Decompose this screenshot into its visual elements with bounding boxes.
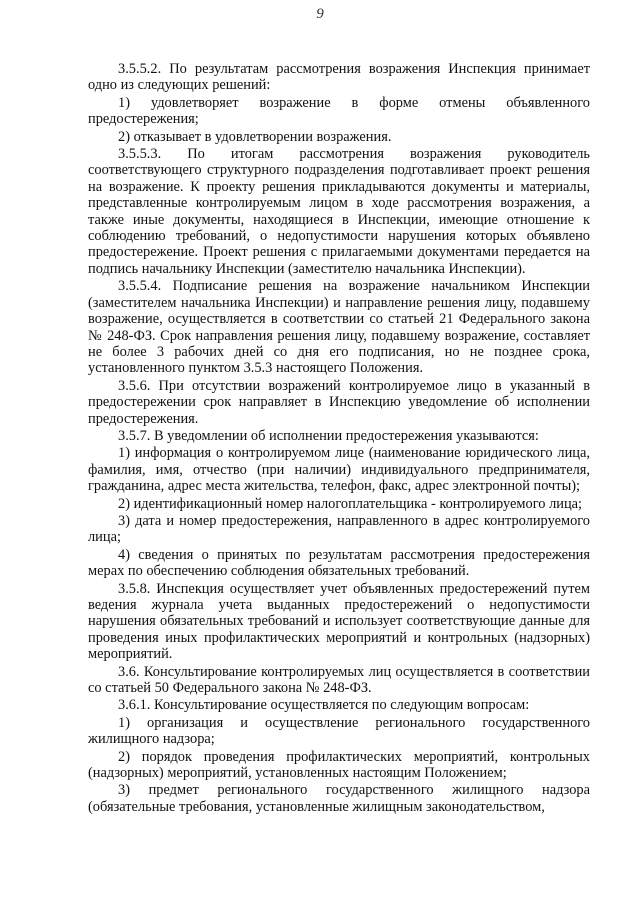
paragraph: 3.5.5.2. По результатам рассмотрения возражения Инспекция принимает одно из следующих решений: xyxy=(88,61,590,94)
paragraph: 3.5.6. При отсутствии возражений контролируемое лицо в указанный в предостережении срок направляет в Инспекцию уведомление об исполнении предостережения. xyxy=(88,377,590,427)
paragraph: 2) идентификационный номер налогоплательщика - контролируемого лица; xyxy=(118,495,583,512)
paragraph: 3) предмет регионального государственного жилищного надзора (обязательные требования, установленные жилищным законодательством, xyxy=(88,782,590,815)
document-body xyxy=(88,61,590,815)
paragraph: 3.6. Консультирование контролируемых лиц осуществляется в соответствии со статьей 50 Федерального закона № 248-ФЗ. xyxy=(88,663,590,697)
paragraph: 3.5.7. В уведомлении об исполнении предостережения указываются: xyxy=(118,427,539,444)
paragraph: 3.6.1. Консультирование осуществляется по следующим вопросам: xyxy=(118,697,530,714)
paragraph: 2) отказывает в удовлетворении возражения. xyxy=(118,128,392,145)
page-number: 9 xyxy=(316,6,324,22)
paragraph: 4) сведения о принятых по результатам рассмотрения предостережения мерах по обеспечению соблюдения обязательных требований. xyxy=(88,546,590,580)
paragraph: 1) организация и осуществление регионального государственного жилищного надзора; xyxy=(88,714,590,748)
paragraph: 2) порядок проведения профилактических мероприятий, контрольных (надзорных) мероприятий, установленных настоящим Положением; xyxy=(88,748,590,782)
paragraph: 1) информация о контролируемом лице (наименование юридического лица, фамилия, имя, отчество (при наличии) индивидуального предпринимателя, гражданина, адрес места жительства, телефон, факс, адрес электронной почты); xyxy=(88,445,590,495)
paragraph: 3.5.5.3. По итогам рассмотрения возражения руководитель соответствующего структурного подразделения подготавливает проект решения на возражение. К проекту решения прикладываются документы и материалы, представленные контролируемым лицом в ходе рассмотрения возражения, а также иные документы, находящиеся в Инспекции, имеющие отношение к соблюдению требований, о недопустимости нарушения которых объявлено предостережение. Проект решения с прилагаемыми документами передается на подпись начальнику Инспекции (заместителю начальника Инспекции). xyxy=(88,146,590,277)
paragraph: 3.5.5.4. Подписание решения на возражение начальником Инспекции (заместителем начальника Инспекции) и направление решения лицу, подавшему возражение, осуществляется в соответствии со статьей 21 Федерального закона № 248-ФЗ. Срок направления решения лицу, подавшему возражение, составляет не более 3 рабочих дней со дня его подписания, но не позднее срока, установленного пунктом 3.5.3 настоящего Положения. xyxy=(88,278,590,377)
paragraph: 3) дата и номер предостережения, направленного в адрес контролируемого лица; xyxy=(88,512,590,546)
paragraph: 1) удовлетворяет возражение в форме отмены объявленного предостережения; xyxy=(88,94,590,128)
paragraph: 3.5.8. Инспекция осуществляет учет объявленных предостережений путем ведения журнала учета выданных предостережений о недопустимости нарушения обязательных требований и использует соответствующие данные для проведения иных профилактических мероприятий и контрольных (надзорных) мероприятий. xyxy=(88,580,590,663)
